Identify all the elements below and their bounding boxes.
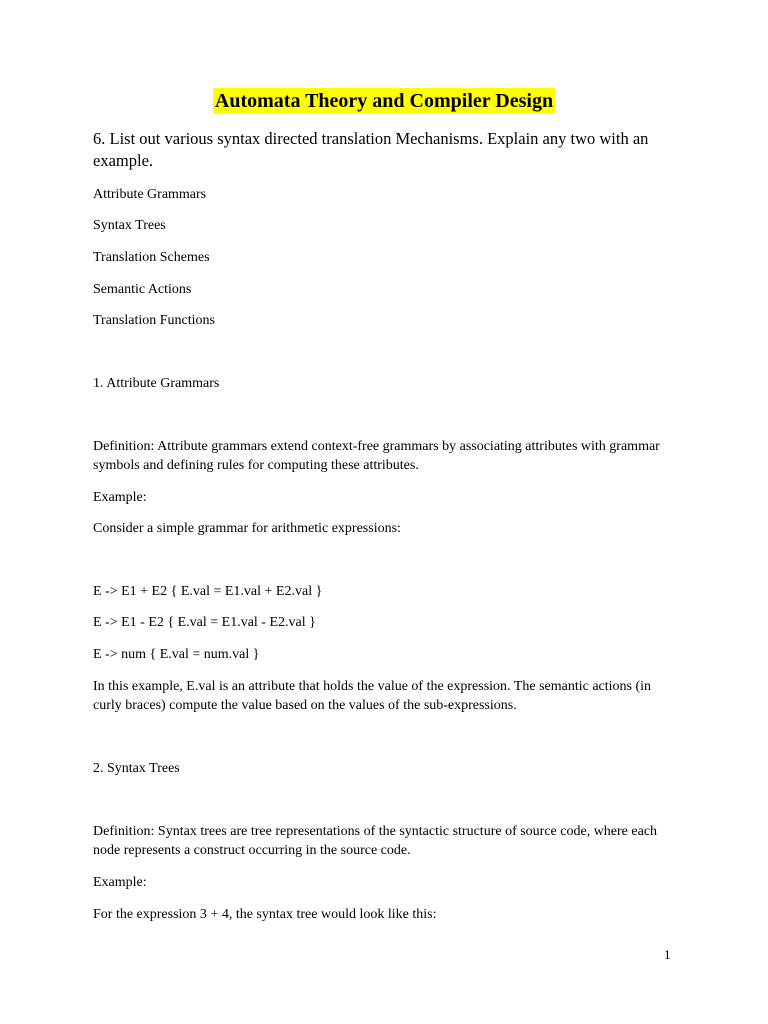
mechanism-item: Semantic Actions bbox=[93, 282, 192, 297]
mechanism-item: Syntax Trees bbox=[93, 218, 166, 233]
grammar-rule: E -> num { E.val = num.val } bbox=[93, 647, 260, 662]
mechanism-item: Attribute Grammars bbox=[93, 187, 207, 202]
mechanism-item: Translation Functions bbox=[93, 313, 215, 328]
example-intro: For the expression 3 + 4, the syntax tree would look like this: bbox=[93, 907, 437, 922]
example-label: Example: bbox=[93, 875, 147, 890]
example-explanation: In this example, E.val is an attribute that holds the value of the expression. The semantic actions (in curly braces) compute the value based on the values of the sub-expressions. bbox=[93, 679, 652, 713]
document-title: Automata Theory and Compiler Design bbox=[214, 90, 554, 112]
mechanism-item: Translation Schemes bbox=[93, 250, 210, 265]
page-number: 1 bbox=[664, 947, 671, 962]
section-definition: Definition: Syntax trees are tree representations of the syntactic structure of source code, where each node represents a construct occurring in the source code. bbox=[93, 824, 658, 858]
example-label: Example: bbox=[93, 490, 147, 505]
section-heading: 1. Attribute Grammars bbox=[93, 376, 220, 391]
grammar-rule: E -> E1 - E2 { E.val = E1.val - E2.val } bbox=[93, 615, 316, 630]
question-text: 6. List out various syntax directed translation Mechanisms. Explain any two with an example. bbox=[93, 129, 649, 170]
grammar-rule: E -> E1 + E2 { E.val = E1.val + E2.val } bbox=[93, 584, 323, 599]
example-intro: Consider a simple grammar for arithmetic expressions: bbox=[93, 521, 401, 536]
section-heading: 2. Syntax Trees bbox=[93, 761, 180, 776]
title-container bbox=[0, 88, 768, 114]
section-definition: Definition: Attribute grammars extend context-free grammars by associating attributes with grammar symbols and defining rules for computing these attributes. bbox=[93, 439, 660, 473]
